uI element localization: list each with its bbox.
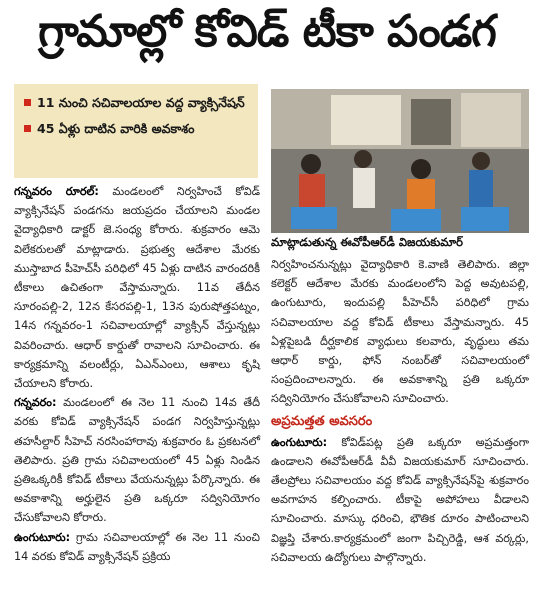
dateline: ఉంగుటూరు:: [271, 435, 328, 449]
paragraph-text: గ్రామ సచివాలయాల్లో ఈ నెల 11 నుంచి 14 వరకు కోవిడ్ వ్యాక్సినేషన్ ప్రక్రియ: [14, 530, 260, 563]
article-paragraph: [14, 393, 260, 527]
news-photo: [271, 89, 529, 233]
article-paragraph: నిర్వహించనున్నట్లు వైద్యాధికారి కె.వాణి తెలిపారు. జిల్లా కలెక్టర్ ఆదేశాల మేరకు మండలంలోని పెద్ద అవుటపల్లి, ఉంగుటూరు, ఇందుపల్లి పీహెచ్‌సీ పరిధిలో గ్రామ సచివాలయాల వద్ద కోవిడ్ టీకాలు వేస్తామన్నారు. 45 ఏళ్లపైబడి దీర్ఘకాలిక వ్యాధులు కలవారు, వృద్ధులు తమ ఆధార్ కార్డు, ఫోన్ నంబర్‌తో సచివాలయంలో సంప్రదించాలన్నారు. ఈ అవకాశాన్ని ప్రతి ఒక్కరూ సద్వినియోగం చేసుకోవాలని సూచించారు.: [271, 258, 529, 406]
paragraph-text: మండలంలో నిర్వహించే కోవిడ్ వ్యాక్సినేషన్ పండగను జయప్రదం చేయాలని మండల వైద్యాధికారి డాక్టర్ జె.సంధ్య కోరారు. శుక్రవారం ఆమె విలేకరులతో మాట్లాడారు. ప్రభుత్వ ఆదేశాల మేరకు ముస్తాబాద పీహెచ్‌సీ పరిధిలో 45 ఏళ్లు దాటిన వారందరికీ టీకాలు ఉచితంగా వేస్తామన్నారు. 11వ తేదీన సూరంపల్లి-2, 12న కేసరపల్లి-1, 13న పురుషోత్తపట్నం, 14న గన్నవరం-1 సచివాలయాల్లో వ్యాక్సిన్ వేస్తున్నట్లు వివరించారు. ఆధార్ కార్డుతో రావాలని సూచించారు. ఈ కార్యక్రమాన్ని వలంటీర్లు, ఏఎన్‌ఎంలు, ఆశాలు కృషి చేయాలని కోరారు.: [14, 185, 260, 391]
dateline: గన్నవరం:: [14, 396, 57, 410]
right-column: [271, 255, 529, 567]
headline: గ్రామాల్లో కోవిడ్ టీకా పండగ: [38, 6, 496, 57]
subheading: అప్రమత్తత అవసరం: [271, 413, 373, 429]
article-paragraph: [271, 433, 529, 567]
highlight-text: 11 నుంచి సచివాలయాల వద్ద వ్యాక్సినేషన్: [37, 95, 245, 110]
highlights-box: [14, 84, 258, 178]
bullet-square-icon: [24, 125, 31, 132]
dateline: ఉంగుటూరు:: [14, 530, 71, 544]
vaccination-scene-image: [271, 89, 529, 233]
bullet-square-icon: [24, 99, 31, 106]
highlight-text: 45 ఏళ్లు దాటిన వారికి అవకాశం: [37, 121, 195, 136]
photo-caption: మాట్లాడుతున్న ఈవోపీఆర్‌డీ విజయకుమార్: [271, 235, 463, 249]
paragraph-text: కోవిడ్‌పట్ల ప్రతి ఒక్కరూ అప్రమత్తంగా ఉండాలని ఈవోపీఆర్‌డీ వీవీ విజయకుమార్ సూచించారు. తేలప్రోలు సచివాలయం వద్ద కోవిడ్ వ్యాక్సినేషన్‌పై శుక్రవారం అవగాహన కల్పించారు. టీకాపై అపోహలు వీడాలని సూచించారు. మాస్కు ధరించి, భౌతిక దూరం పాటించాలని విజ్ఞప్తి చేశారు.కార్యక్రమంలో జంగా పిచ్చిరెడ్డి, ఆశ వర్కర్లు, సచివాలయ ఉద్యోగులు పాల్గొన్నారు.: [271, 435, 529, 564]
highlight-item: [24, 118, 250, 140]
paragraph-text: మండలంలో ఈ నెల 11 నుంచి 14వ తేదీ వరకు కోవిడ్ వ్యాక్సినేషన్ పండగ నిర్వహిస్తున్నట్లు తహసీల్దార్ సీహెచ్ నరసింహారావు శుక్రవారం ఓ ప్రకటనలో తెలిపారు. ప్రతి గ్రామ సచివాలయంలో 45 ఏళ్లు నిండిన ప్రతిఒక్కరికీ కోవిడ్ టీకాలు వేయనున్నట్లు పేర్కొన్నారు. ఈ అవకాశాన్ని అర్హులైన ప్రతి ఒక్కరూ సద్వినియోగం చేసుకోవాలని కోరారు.: [14, 396, 260, 525]
dateline: గన్నవరం రూరల్:: [14, 185, 99, 198]
left-column: [14, 182, 260, 566]
article-paragraph: [14, 528, 260, 566]
highlight-item: [24, 92, 250, 114]
article-paragraph: [14, 182, 260, 393]
